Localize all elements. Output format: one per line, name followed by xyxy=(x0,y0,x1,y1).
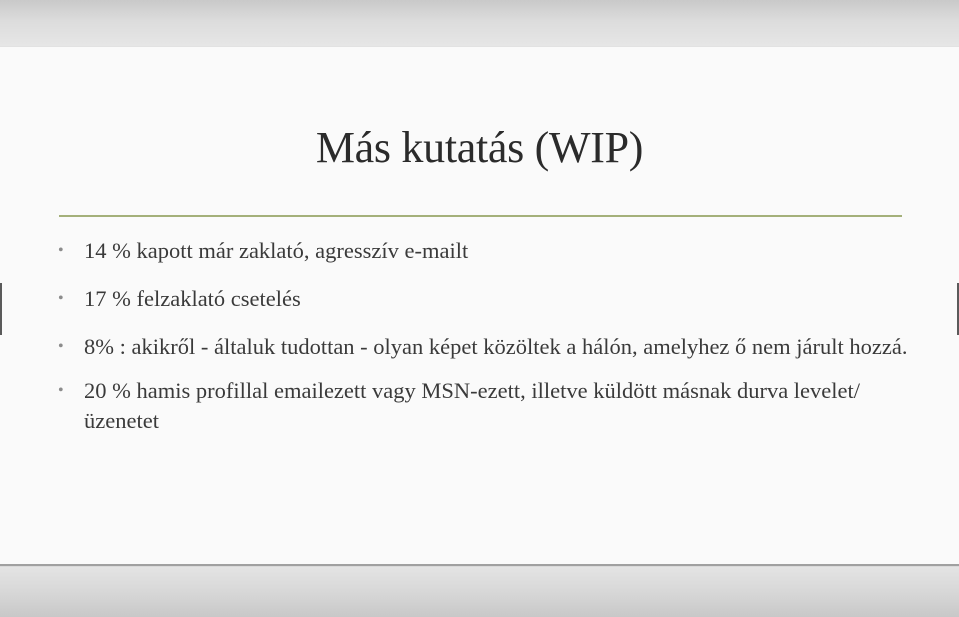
bullet-item xyxy=(58,376,918,436)
bullet-list xyxy=(58,236,918,454)
bullet-icon: • xyxy=(58,382,64,399)
left-edge-marker xyxy=(0,283,2,335)
title-divider xyxy=(59,215,902,217)
bullet-icon: • xyxy=(58,242,64,259)
bottom-frame-band xyxy=(0,567,959,617)
bullet-item xyxy=(58,284,918,314)
bullet-item xyxy=(58,236,918,266)
top-frame-band xyxy=(0,0,959,46)
bullet-text: 14 % kapott már zaklató, agresszív e-mailt xyxy=(84,238,469,263)
bullet-item xyxy=(58,332,918,362)
slide-title: Más kutatás (WIP) xyxy=(315,123,644,172)
bullet-text: 8% : akikről - általuk tudottan - olyan képet közöltek a hálón, amelyhez ő nem járult hozzá. xyxy=(84,334,908,359)
bullet-text: 17 % felzaklató csetelés xyxy=(84,286,301,311)
bullet-icon: • xyxy=(58,290,64,307)
bullet-icon: • xyxy=(58,338,64,355)
bullet-text: 20 % hamis profillal emailezett vagy MSN-ezett, illetve küldött másnak durva levelet/üzenetet xyxy=(84,378,861,433)
